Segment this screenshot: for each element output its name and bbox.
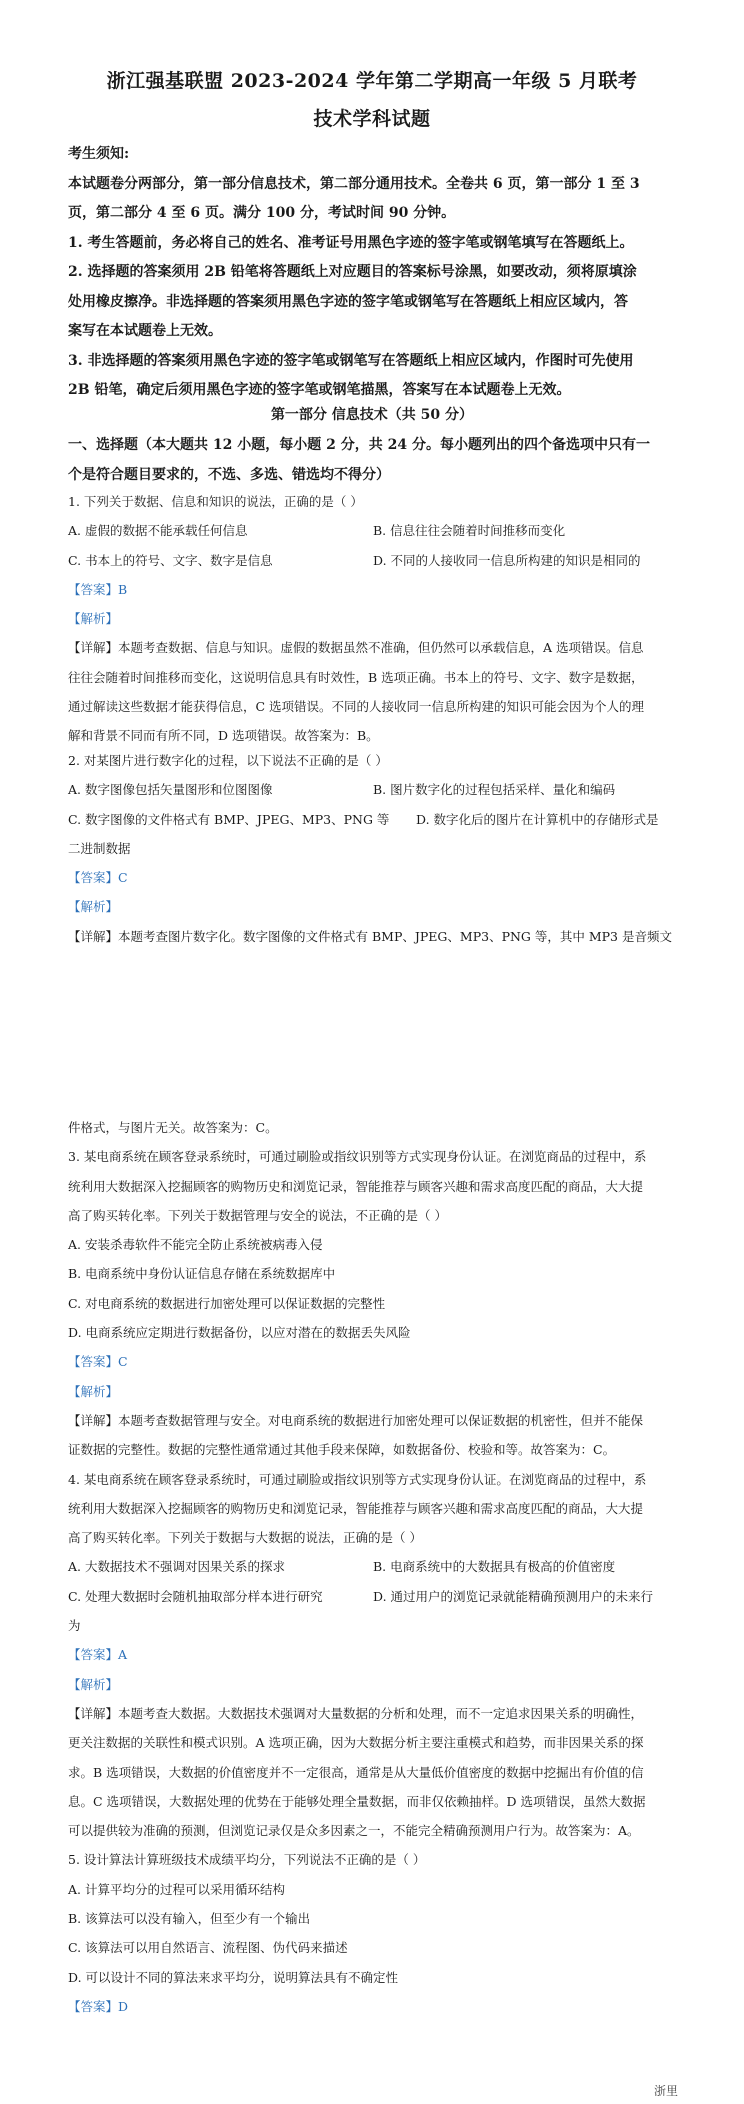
option-d: D. 可以设计不同的算法来求平均分，说明算法具有不确定性: [68, 1969, 399, 1985]
option-a: A. 安装杀毒软件不能完全防止系统被病毒入侵: [68, 1237, 323, 1253]
section-instructions: [68, 431, 678, 490]
option-d: D. 电商系统应定期进行数据备份，以应对潜在的数据丢失风险: [68, 1325, 411, 1341]
analysis-label: 【解析】: [68, 1383, 119, 1399]
option-row: [68, 1582, 678, 1611]
option-d-continued: 为: [68, 1618, 81, 1634]
option-row: [68, 805, 678, 834]
analysis-label: 【解析】: [68, 1676, 119, 1692]
option-row: [68, 516, 678, 545]
detail-line: 证数据的完整性。数据的完整性通常通过其他手段来保障，如数据备份、校验和等。故答案为：C。: [68, 1442, 616, 1458]
part1-title: 第一部分 信息技术（共 50 分）: [270, 407, 474, 423]
analysis-label: 【解析】: [68, 899, 119, 915]
question-3-stem: 统利用大数据深入挖掘顾客的购物历史和浏览记录，智能推荐与顾客兴趣和需求高度匹配的商品，大大提: [68, 1178, 644, 1194]
detail-line: 通过解读这些数据才能获得信息，C 选项错误。不同的人接收同一信息所构建的知识可能会因为个人的理: [68, 699, 645, 715]
notice-line: 页，第二部分 4 至 6 页。满分 100 分，考试时间 90 分钟。: [68, 205, 456, 221]
detail-line: 【详解】本题考查数据管理与安全。对电商系统的数据进行加密处理可以保证数据的机密性，但并不能保: [68, 1412, 644, 1428]
option-c: C. 处理大数据时会随机抽取部分样本进行研究: [68, 1588, 323, 1604]
notice-line: 3. 非选择题的答案须用黑色字迹的签字笔或钢笔写在答题纸上相应区域内，作图时可先使用: [68, 352, 634, 369]
detail-line: 【详解】本题考查图片数字化。数字图像的文件格式有 BMP、JPEG、MP3、PNG 等，其中 MP3 是音频文: [68, 928, 672, 944]
notice-line: 1. 考生答题前，务必将自己的姓名、准考证号用黑色字迹的签字笔或钢笔填写在答题纸上。: [68, 234, 634, 251]
answer-label: 【答案】C: [68, 1354, 128, 1370]
question-1: [68, 487, 678, 751]
option-b: B. 电商系统中身份认证信息存储在系统数据库中: [68, 1266, 336, 1282]
answer-label: 【答案】D: [68, 1998, 129, 2014]
question-4-stem: 4. 某电商系统在顾客登录系统时，可通过刷脸或指纹识别等方式实现身份认证。在浏览商品的过程中，系: [68, 1471, 647, 1487]
option-d-continued: 二进制数据: [68, 840, 131, 856]
answer-label: 【答案】A: [68, 1647, 128, 1663]
question-stem: 2. 对某图片进行数字化的过程，以下说法不正确的是（ ）: [68, 753, 388, 768]
option-a: A. 大数据技术不强调对因果关系的探求: [68, 1559, 285, 1575]
notice-line: 2. 选择题的答案须用 2B 铅笔将答题纸上对应题目的答案标号涂黑，如要改动，须将原填涂: [68, 264, 637, 280]
option-b: B. 图片数字化的过程包括采样、量化和编码: [373, 782, 616, 798]
detail-line: 【详解】本题考查大数据。大数据技术强调对大量数据的分析和处理，而不一定追求因果关系的明确性，: [68, 1705, 644, 1721]
option-b: B. 该算法可以没有输入，但至少有一个输出: [68, 1911, 311, 1927]
answer-label: 【答案】B: [68, 581, 128, 597]
detail-line: 【详解】本题考查数据、信息与知识。虚假的数据虽然不准确，但仍然可以承载信息，A 选项错误。信息: [68, 640, 644, 656]
notice-line: 处用橡皮擦净。非选择题的答案须用黑色字迹的签字笔或钢笔写在答题纸上相应区域内，答: [68, 293, 628, 310]
answer-label: 【答案】C: [68, 870, 128, 886]
analysis-label: 【解析】: [68, 611, 119, 627]
question-4-stem: 高了购买转化率。下列关于数据与大数据的说法，正确的是（ ）: [68, 1530, 422, 1546]
question-4-stem: 统利用大数据深入挖掘顾客的购物历史和浏览记录，智能推荐与顾客兴趣和需求高度匹配的商品，大大提: [68, 1500, 644, 1516]
detail-line: 可以提供较为准确的预测，但浏览记录仅是众多因素之一，不能完全精确预测用户行为。故答案为：A。: [68, 1823, 640, 1839]
option-d: D. 通过用户的浏览记录就能精确预测用户的未来行: [373, 1588, 654, 1604]
detail-line: 息。C 选项错误，大数据处理的优势在于能够处理全量数据，而非仅依赖抽样。D 选项错误，虽然大数据: [68, 1793, 646, 1809]
notice-heading: 考生须知:: [68, 146, 130, 162]
option-row: [68, 1552, 678, 1581]
detail-line: 更关注数据的关联性和模式识别。A 选项正确，因为大数据分析主要注重模式和趋势，而非因果关系的探: [68, 1735, 644, 1751]
question-2-continued: [68, 1113, 678, 2021]
page-footer: 浙里: [653, 2084, 678, 2098]
option-a: A. 数字图像包括矢量图形和位图图像: [68, 782, 273, 798]
question-5-stem: 5. 设计算法计算班级技术成绩平均分，下列说法不正确的是（ ）: [68, 1852, 426, 1868]
detail-line: 件格式，与图片无关。故答案为：C。: [68, 1120, 278, 1135]
notice-line: 案写在本试题卷上无效。: [68, 323, 222, 339]
option-c: C. 书本上的符号、文字、数字是信息: [68, 552, 273, 568]
option-c: C. 数字图像的文件格式有 BMP、JPEG、MP3、PNG 等: [68, 811, 390, 827]
detail-line: 解和背景不同而有所不同，D 选项错误。故答案为：B。: [68, 728, 379, 744]
option-c: C. 对电商系统的数据进行加密处理可以保证数据的完整性: [68, 1295, 386, 1311]
option-a: A. 计算平均分的过程可以采用循环结构: [68, 1881, 285, 1897]
exam-subtitle: 技术学科试题: [313, 108, 431, 130]
question-3-stem: 高了购买转化率。下列关于数据管理与安全的说法，不正确的是（ ）: [68, 1207, 447, 1223]
notice-line: 2B 铅笔，确定后须用黑色字迹的签字笔或钢笔描黑，答案写在本试题卷上无效。: [68, 382, 571, 398]
option-d: D. 数字化后的图片在计算机中的存储形式是: [416, 811, 659, 827]
option-a: A. 虚假的数据不能承载任何信息: [68, 523, 248, 539]
question-3-stem: 3. 某电商系统在顾客登录系统时，可通过刷脸或指纹识别等方式实现身份认证。在浏览商品的过程中，系: [68, 1149, 647, 1165]
exam-title: 浙江强基联盟 2023-2024 学年第二学期高一年级 5 月联考: [106, 70, 638, 92]
option-c: C. 该算法可以用自然语言、流程图、伪代码来描述: [68, 1940, 348, 1956]
question-2: [68, 746, 678, 951]
section-line: 个是符合题目要求的，不选、多选、错选均不得分）: [68, 466, 390, 483]
detail-line: 求。B 选项错误，大数据的价值密度并不一定很高，通常是从大量低价值密度的数据中挖掘出有价值的信: [68, 1764, 644, 1780]
section-line: 一、选择题（本大题共 12 小题，每小题 2 分，共 24 分。每小题列出的四个备选项中只有一: [68, 437, 650, 453]
detail-line: 往往会随着时间推移而变化，这说明信息具有时效性，B 选项正确。书本上的符号、文字、数字是数据，: [68, 669, 644, 685]
question-stem: 1. 下列关于数据、信息和知识的说法，正确的是（ ）: [68, 494, 363, 509]
candidate-notice: [68, 140, 678, 406]
option-b: B. 信息往往会随着时间推移而变化: [373, 523, 566, 539]
notice-line: 本试题卷分两部分，第一部分信息技术，第二部分通用技术。全卷共 6 页，第一部分 1 至 3: [68, 175, 640, 192]
option-row: [68, 546, 678, 575]
option-b: B. 电商系统中的大数据具有极高的价值密度: [373, 1559, 616, 1575]
option-row: [68, 775, 678, 804]
option-d: D. 不同的人接收同一信息所构建的知识是相同的: [373, 552, 641, 568]
